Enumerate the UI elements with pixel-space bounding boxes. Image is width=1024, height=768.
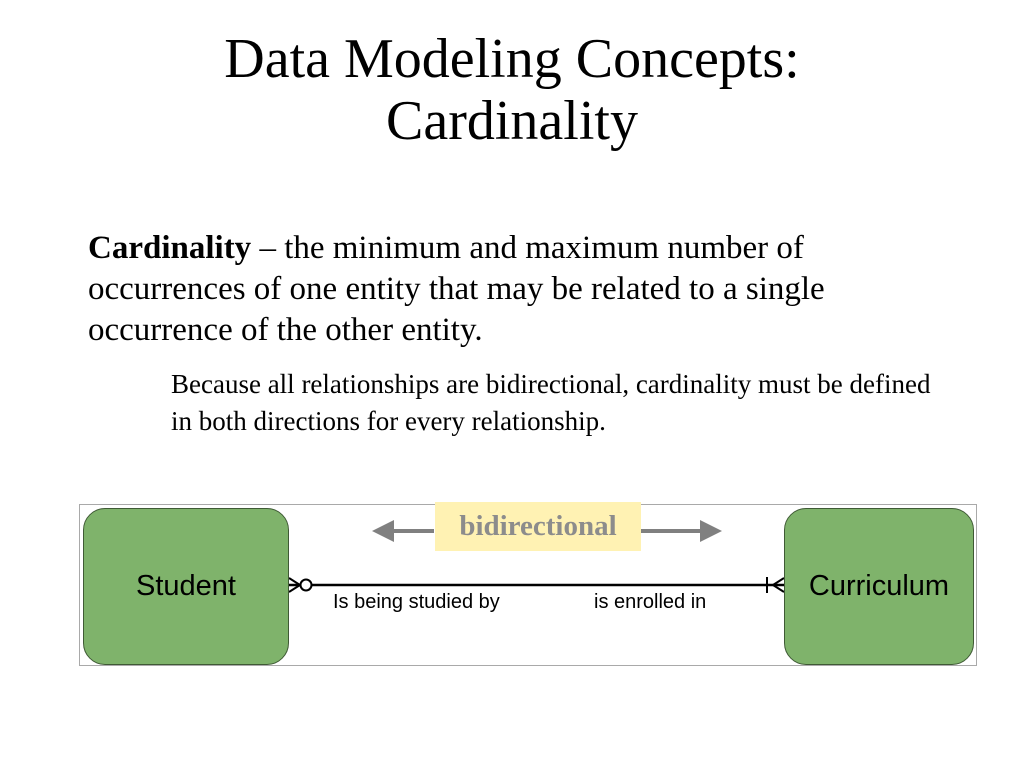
definition-text: – the minimum and maximum number of occurrences of one entity that may be related to a single occurrence of the other entity.: [88, 230, 825, 348]
relationship-label-right: is enrolled in: [594, 591, 707, 613]
relationship-label-left: Is being studied by: [333, 591, 500, 613]
slide-title-line-1: Data Modeling Concepts:: [224, 28, 800, 90]
definition-paragraph: [88, 228, 938, 351]
entity-student: Student: [83, 508, 289, 665]
slide-title-line-2: Cardinality: [386, 90, 638, 152]
slide-title: [0, 28, 1024, 152]
definition-term: Cardinality: [88, 230, 252, 266]
sub-point-paragraph: Because all relationships are bidirectional, cardinality must be defined in both directions for every relationship.: [171, 369, 931, 436]
bidirectional-label: bidirectional: [435, 502, 641, 551]
entity-curriculum: Curriculum: [784, 508, 974, 665]
